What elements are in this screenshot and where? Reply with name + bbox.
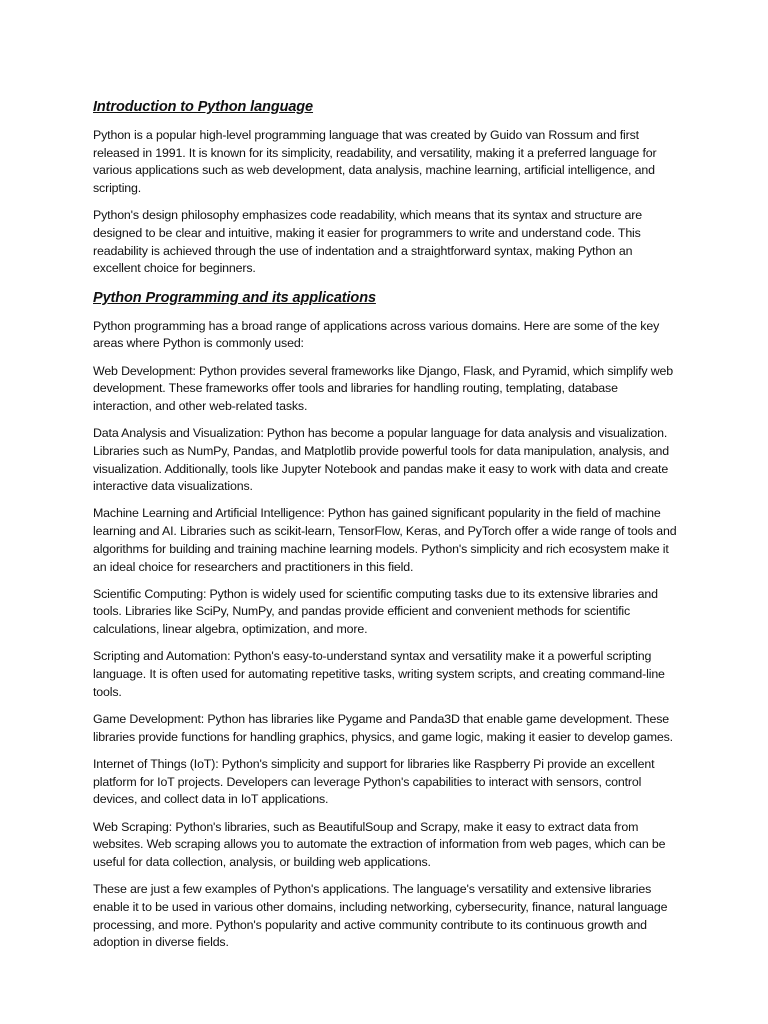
- paragraph-python-overview: Python is a popular high-level programming language that was created by Guido van Rossum and first released in 1991. It is known for its simplicity, readability, and versatility, making it a preferred language for various applications such as web development, data analysis, machine learning, artificial intelligence, and scripting.: [93, 128, 657, 196]
- paragraph-design-philosophy: Python's design philosophy emphasizes code readability, which means that its syntax and structure are designed to be clear and intuitive, making it easier for programmers to write and understand code. This readability is achieved through the use of indentation and a straightforward syntax, making Python an excellent choice for beginners.: [93, 208, 642, 276]
- paragraph-machine-learning: Machine Learning and Artificial Intelligence: Python has gained significant popularity in the field of machine learning and AI. Libraries such as scikit-learn, TensorFlow, Keras, and PyTorch offer a wide range of tools and algorithms for building and training machine learning models. Python's simplicity and rich ecosystem make it an ideal choice for researchers and practitioners in this field.: [93, 506, 677, 574]
- paragraph-game-development: Game Development: Python has libraries like Pygame and Panda3D that enable game development. These libraries provide functions for handling graphics, physics, and game logic, making it easier to develop games.: [93, 711, 673, 744]
- paragraph-conclusion: These are just a few examples of Python's applications. The language's versatility and extensive libraries enable it to be used in various other domains, including networking, cybersecurity, finance, natural language processing, and more. Python's popularity and active community contribute to its continuous growth and adoption in diverse fields.: [93, 882, 668, 950]
- paragraph-applications-intro: Python programming has a broad range of applications across various domains. Here are some of the key areas where Python is commonly used:: [93, 318, 660, 351]
- paragraph-web-development: Web Development: Python provides several frameworks like Django, Flask, and Pyramid, which simplify web development. These frameworks offer tools and libraries for handling routing, templating, database interaction, and other web-related tasks.: [93, 363, 674, 413]
- document-page: [93, 97, 679, 961]
- paragraph-web-scraping: Web Scraping: Python's libraries, such as BeautifulSoup and Scrapy, make it easy to extract data from websites. Web scraping allows you to automate the extraction of information from web pages, which can be useful for data collection, analysis, or building web applications.: [93, 819, 666, 869]
- paragraph-scripting-automation: Scripting and Automation: Python's easy-to-understand syntax and versatility make it a powerful scripting language. It is often used for automating repetitive tasks, writing system scripts, and creating command-line tools.: [93, 649, 665, 699]
- section-heading-introduction: Introduction to Python language: [93, 99, 314, 115]
- paragraph-iot: Internet of Things (IoT): Python's simplicity and support for libraries like Raspberry Pi provide an excellent platform for IoT projects. Developers can leverage Python's capabilities to interact with sensors, control devices, and collect data in IoT applications.: [93, 756, 655, 807]
- section-heading-applications: Python Programming and its applications: [93, 289, 376, 306]
- paragraph-data-analysis: Data Analysis and Visualization: Python has become a popular language for data analysis and visualization. Libraries such as NumPy, Pandas, and Matplotlib provide powerful tools for data manipulation, analysis, and visualization. Additionally, tools like Jupyter Notebook and pandas make it easy to work with data and create interactive data visualizations.: [93, 426, 670, 494]
- paragraph-scientific-computing: Scientific Computing: Python is widely used for scientific computing tasks due to its extensive libraries and tools. Libraries like SciPy, NumPy, and pandas provide efficient and convenient methods for scientific calculations, linear algebra, optimization, and more.: [93, 586, 658, 637]
